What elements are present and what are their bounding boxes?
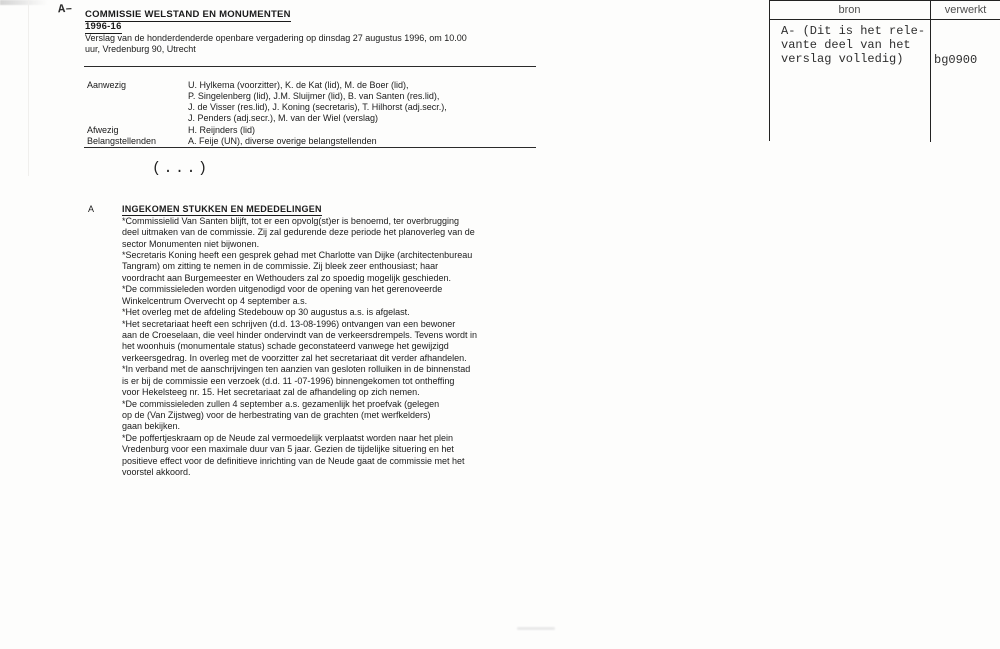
document-subtitle-line1: Verslag van de honderdenderde openbare vergadering op dinsdag 27 augustus 1996, om 10.00 bbox=[85, 32, 467, 43]
section-letter: A bbox=[88, 204, 95, 214]
body-line: Tangram) om zitting te nemen in de commissie. Zij bleek zeer enthousiast; haar bbox=[122, 261, 439, 272]
body-line: *Commissielid Van Santen blijft, tot er een opvolg(st)er is benoemd, ter overbrugging bbox=[122, 215, 460, 226]
body-line: positieve effect voor de definitieve inrichting van de Neude gaat de commissie met het bbox=[122, 455, 465, 466]
body-line: *Secretaris Koning heeft een gesprek gehad met Charlotte van Dijke (architectenbureau bbox=[122, 250, 473, 261]
body-line: sector Monumenten niet bijwonen. bbox=[122, 238, 260, 249]
body-line: *In verband met de aanschrijvingen ten aanzien van gesloten rolluiken in de binnenstad bbox=[122, 364, 471, 375]
stamp-note-line: A- (Dit is het rele- bbox=[781, 24, 926, 38]
section-body bbox=[122, 216, 477, 479]
attendance-line: J. Penders (adj.secr.), M. van der Wiel (verslag) bbox=[188, 113, 379, 124]
attendance-label-aanwezig: Aanwezig bbox=[87, 79, 127, 90]
document-title: COMMISSIE WELSTAND EN MONUMENTEN bbox=[85, 9, 291, 20]
stamp-typed-note bbox=[781, 25, 925, 66]
stamp-column-header-verwerkt: verwerkt bbox=[944, 4, 987, 16]
body-line: op de (Van Zijstweg) voor de herbestrating van de grachten (met werfkelders) bbox=[122, 409, 431, 420]
divider-above-attendance bbox=[84, 66, 536, 67]
attendance-line: P. Singelenberg (lid), J.M. Sluijmer (lid), B. van Santen (res.lid), bbox=[188, 90, 440, 101]
body-line: verkeersgedrag. In overleg met de voorzitter zal het secretariaat dit verder afhandelen. bbox=[122, 352, 467, 363]
attendance-line: A. Feije (UN), diverse overige belangstellenden bbox=[188, 135, 377, 146]
stamp-note-line: vante deel van het bbox=[781, 37, 911, 52]
document-subtitle-line2: uur, Vredenburg 90, Utrecht bbox=[85, 43, 196, 54]
stamp-note-line: verslag volledig) bbox=[781, 51, 904, 66]
body-line: voorstel akkoord. bbox=[122, 467, 191, 478]
divider-below-attendance bbox=[84, 147, 536, 148]
attendance-line: H. Reijnders (lid) bbox=[188, 124, 256, 135]
stamp-table-top-border bbox=[769, 0, 1000, 1]
attendance-line: U. Hylkema (voorzitter), K. de Kat (lid), M. de Boer (lid), bbox=[188, 79, 409, 90]
body-line: voor Hekelsteeg nr. 15. Het secretariaat zal de afhandeling op zich nemen. bbox=[122, 387, 420, 398]
attendance-label-afwezig: Afwezig bbox=[87, 124, 119, 135]
stamp-table-left-border bbox=[769, 0, 770, 141]
body-line: *De commissieleden zullen 4 september a.s. gezamenlijk het proefvak (gelegen bbox=[122, 398, 440, 409]
body-line: Winkelcentrum Overvecht op 4 september a.s. bbox=[122, 295, 308, 306]
attendance-names bbox=[188, 80, 447, 148]
document-number: 1996-16 bbox=[85, 21, 122, 32]
omission-ellipsis-mark: (...) bbox=[152, 160, 210, 177]
body-line: *De commissieleden worden uitgenodigd voor de opening van het gerenoveerde bbox=[122, 284, 443, 295]
corner-annotation-mark: A– bbox=[57, 1, 73, 17]
body-line: het woonhuis (monumentale status) schade geconstateerd vanwege het gewijzigd bbox=[122, 341, 449, 352]
stamp-table-header-underline bbox=[769, 19, 1000, 20]
scan-artifact-fold-line bbox=[28, 0, 29, 176]
body-line: deel uitmaken van de commissie. Zij zal gedurende deze periode het planoverleg van de bbox=[122, 227, 475, 238]
attendance-label-belangstellenden: Belangstellenden bbox=[87, 136, 157, 146]
body-line: Vredenburg voor een maximale duur van 5 jaar. Gezien de tijdelijke situering en het bbox=[122, 444, 454, 455]
body-line: *Het secretariaat heeft een schrijven (d.d. 13-08-1996) ontvangen van een bewoner bbox=[122, 318, 456, 329]
body-line: voordracht aan Burgemeester en Wethouders zal zo spoedig mogelijk geschieden. bbox=[122, 272, 452, 283]
section-heading: INGEKOMEN STUKKEN EN MEDEDELINGEN bbox=[122, 203, 322, 214]
scan-artifact-bottom-smudge bbox=[517, 627, 555, 630]
scan-artifact-top-left bbox=[0, 0, 48, 5]
body-line: is er bij de commissie een verzoek (d.d. 11 -07-1996) binnengekomen tot ontheffing bbox=[122, 375, 455, 386]
stamp-table-column-divider bbox=[930, 0, 931, 142]
body-line: *De poffertjeskraam op de Neude zal vermoedelijk verplaatst worden naar het plein bbox=[122, 432, 454, 443]
body-line: gaan bekijken. bbox=[122, 421, 181, 432]
stamp-column-header-bron: bron bbox=[838, 4, 861, 16]
body-line: *Het overleg met de afdeling Stedebouw op 30 augustus a.s. is afgelast. bbox=[122, 307, 410, 318]
stamp-verwerkt-code: bg0900 bbox=[934, 53, 978, 67]
attendance-line: J. de Visser (res.lid), J. Koning (secretaris), T. Hilhorst (adj.secr.), bbox=[188, 102, 447, 113]
body-line: aan de Croeselaan, die veel hinder ondervindt van de verkeersdrempels. Tevens wordt in bbox=[122, 330, 478, 341]
